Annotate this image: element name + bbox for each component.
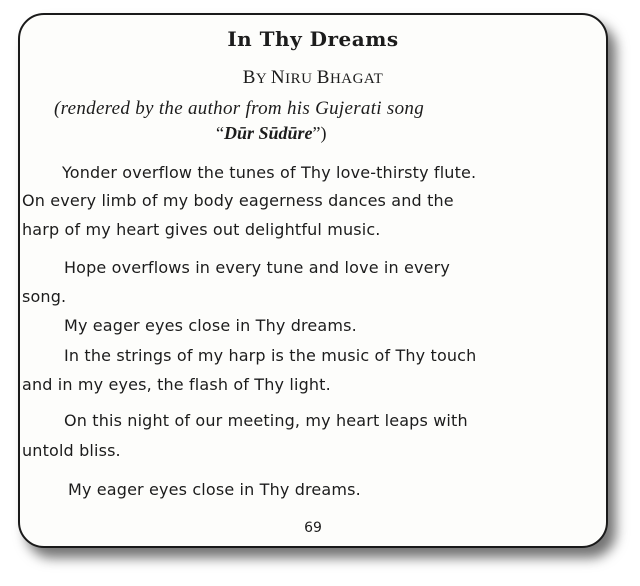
song-title-note: [216, 123, 327, 144]
translation-note: (rendered by the author from his Gujerati song: [54, 98, 425, 119]
poem-line-3: harp of my heart gives out delightful music.: [22, 220, 381, 239]
poem-line-6: My eager eyes close in Thy dreams.: [64, 316, 357, 335]
byline-hagat: HAGAT: [329, 71, 384, 87]
note-close-quote: ”): [312, 123, 327, 143]
byline-iru: IRU: [285, 71, 317, 87]
poem-line-7: In the strings of my harp is the music of Thy touch: [64, 346, 477, 365]
poem-line-11: My eager eyes close in Thy dreams.: [68, 480, 361, 499]
poem-line-1: Yonder overflow the tunes of Thy love-thirsty flute.: [62, 163, 477, 182]
byline-b2: B: [316, 67, 330, 88]
byline-b: B: [242, 67, 256, 88]
note-open-quote: “: [216, 123, 224, 143]
poem-title: In Thy Dreams: [227, 27, 399, 51]
poem-line-2: On every limb of my body eagerness dances and the: [22, 191, 454, 210]
byline-y: Y: [255, 71, 271, 87]
poem-line-9: On this night of our meeting, my heart leaps with: [64, 411, 468, 430]
byline-n: N: [270, 67, 286, 88]
page-number: 69: [304, 520, 322, 536]
poem-line-8: and in my eyes, the flash of Thy light.: [22, 375, 331, 394]
poem-line-4: Hope overflows in every tune and love in every: [64, 258, 451, 277]
poem-page: [18, 13, 608, 548]
poem-line-5: song.: [22, 287, 67, 306]
song-title: Dūr Sūdūre: [224, 123, 313, 143]
author-byline: [20, 67, 606, 89]
poem-line-10: untold bliss.: [22, 441, 121, 460]
